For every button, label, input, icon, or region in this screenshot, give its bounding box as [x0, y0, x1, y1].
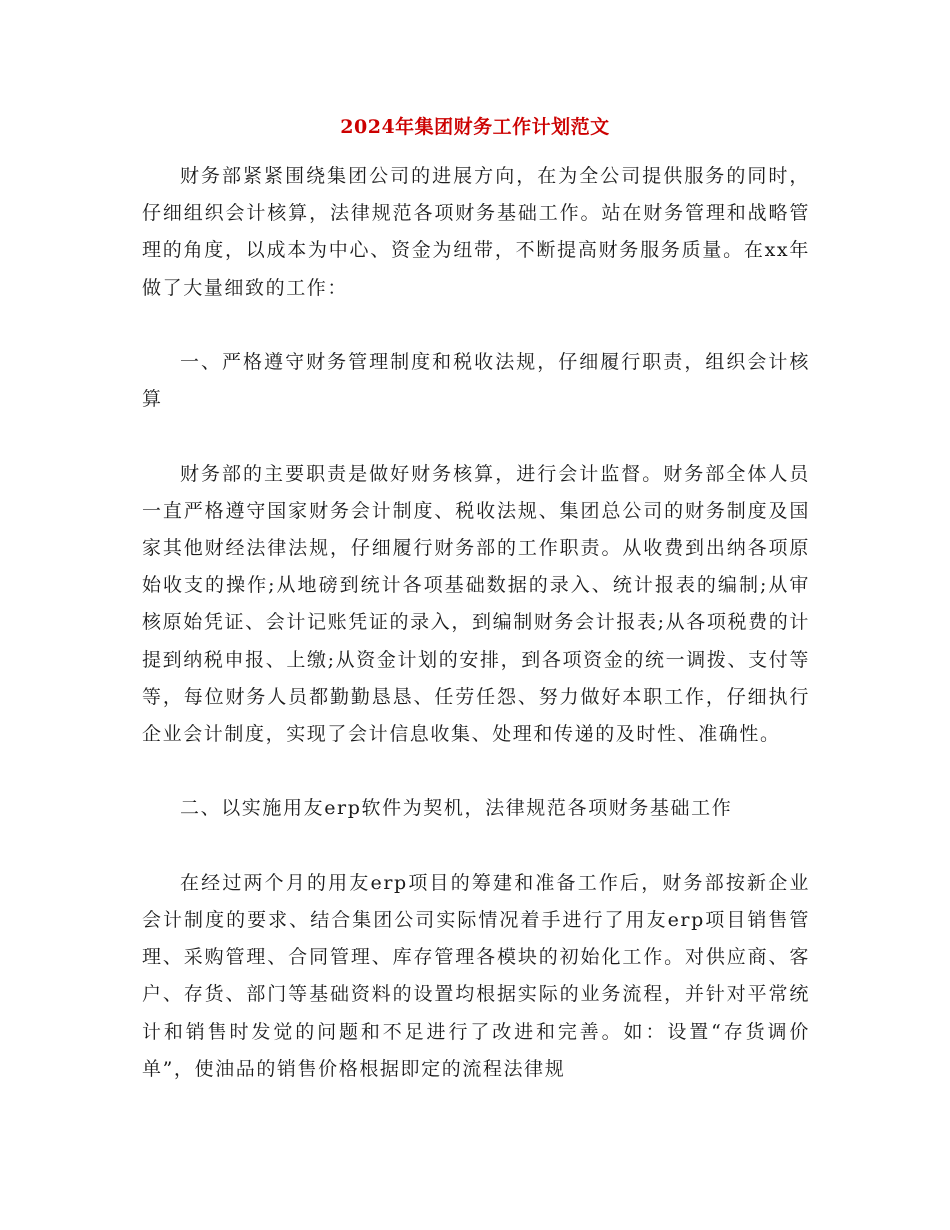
- section-heading-2: 二、以实施用友erp软件为契机，法律规范各项财务基础工作: [180, 797, 733, 820]
- document-title: 2024年集团财务工作计划范文: [340, 116, 610, 138]
- document-body: [142, 158, 810, 1088]
- section-heading-1: 一、严格遵守财务管理制度和税收法规，仔细履行职责，组织会计核算: [142, 351, 810, 411]
- section-1-paragraph: 财务部的主要职责是做好财务核算，进行会计监督。财务部全体人员一直严格遵守国家财务会计制度、税收法规、集团总公司的财务制度及国家其他财经法律法规，仔细履行财务部的工作职责。从收费到出纳各项原始收支的操作;从地磅到统计各项基础数据的录入、统计报表的编制;从审核原始凭证、会计记账凭证的录入，到编制财务会计报表;从各项税费的计提到纳税申报、上缴;从资金计划的安排，到各项资金的统一调拨、支付等等，每位财务人员都勤勤恳恳、任劳任怨、努力做好本职工作，仔细执行企业会计制度，实现了会计信息收集、处理和传递的及时性、准确性。: [142, 462, 810, 746]
- intro-paragraph: 财务部紧紧围绕集团公司的进展方向，在为全公司提供服务的同时，仔细组织会计核算，法律规范各项财务基础工作。站在财务管理和战略管理的角度，以成本为中心、资金为纽带，不断提高财务服务质量。在xx年做了大量细致的工作：: [142, 165, 810, 299]
- section-2-paragraph: 在经过两个月的用友erp项目的筹建和准备工作后，财务部按新企业会计制度的要求、结合集团公司实际情况着手进行了用友erp项目销售管理、采购管理、合同管理、库存管理各模块的初始化工作。对供应商、客户、存货、部门等基础资料的设置均根据实际的业务流程，并针对平常统计和销售时发觉的问题和不足进行了改进和完善。如：设置“存货调价单”，使油品的销售价格根据即定的流程法律规: [142, 871, 810, 1080]
